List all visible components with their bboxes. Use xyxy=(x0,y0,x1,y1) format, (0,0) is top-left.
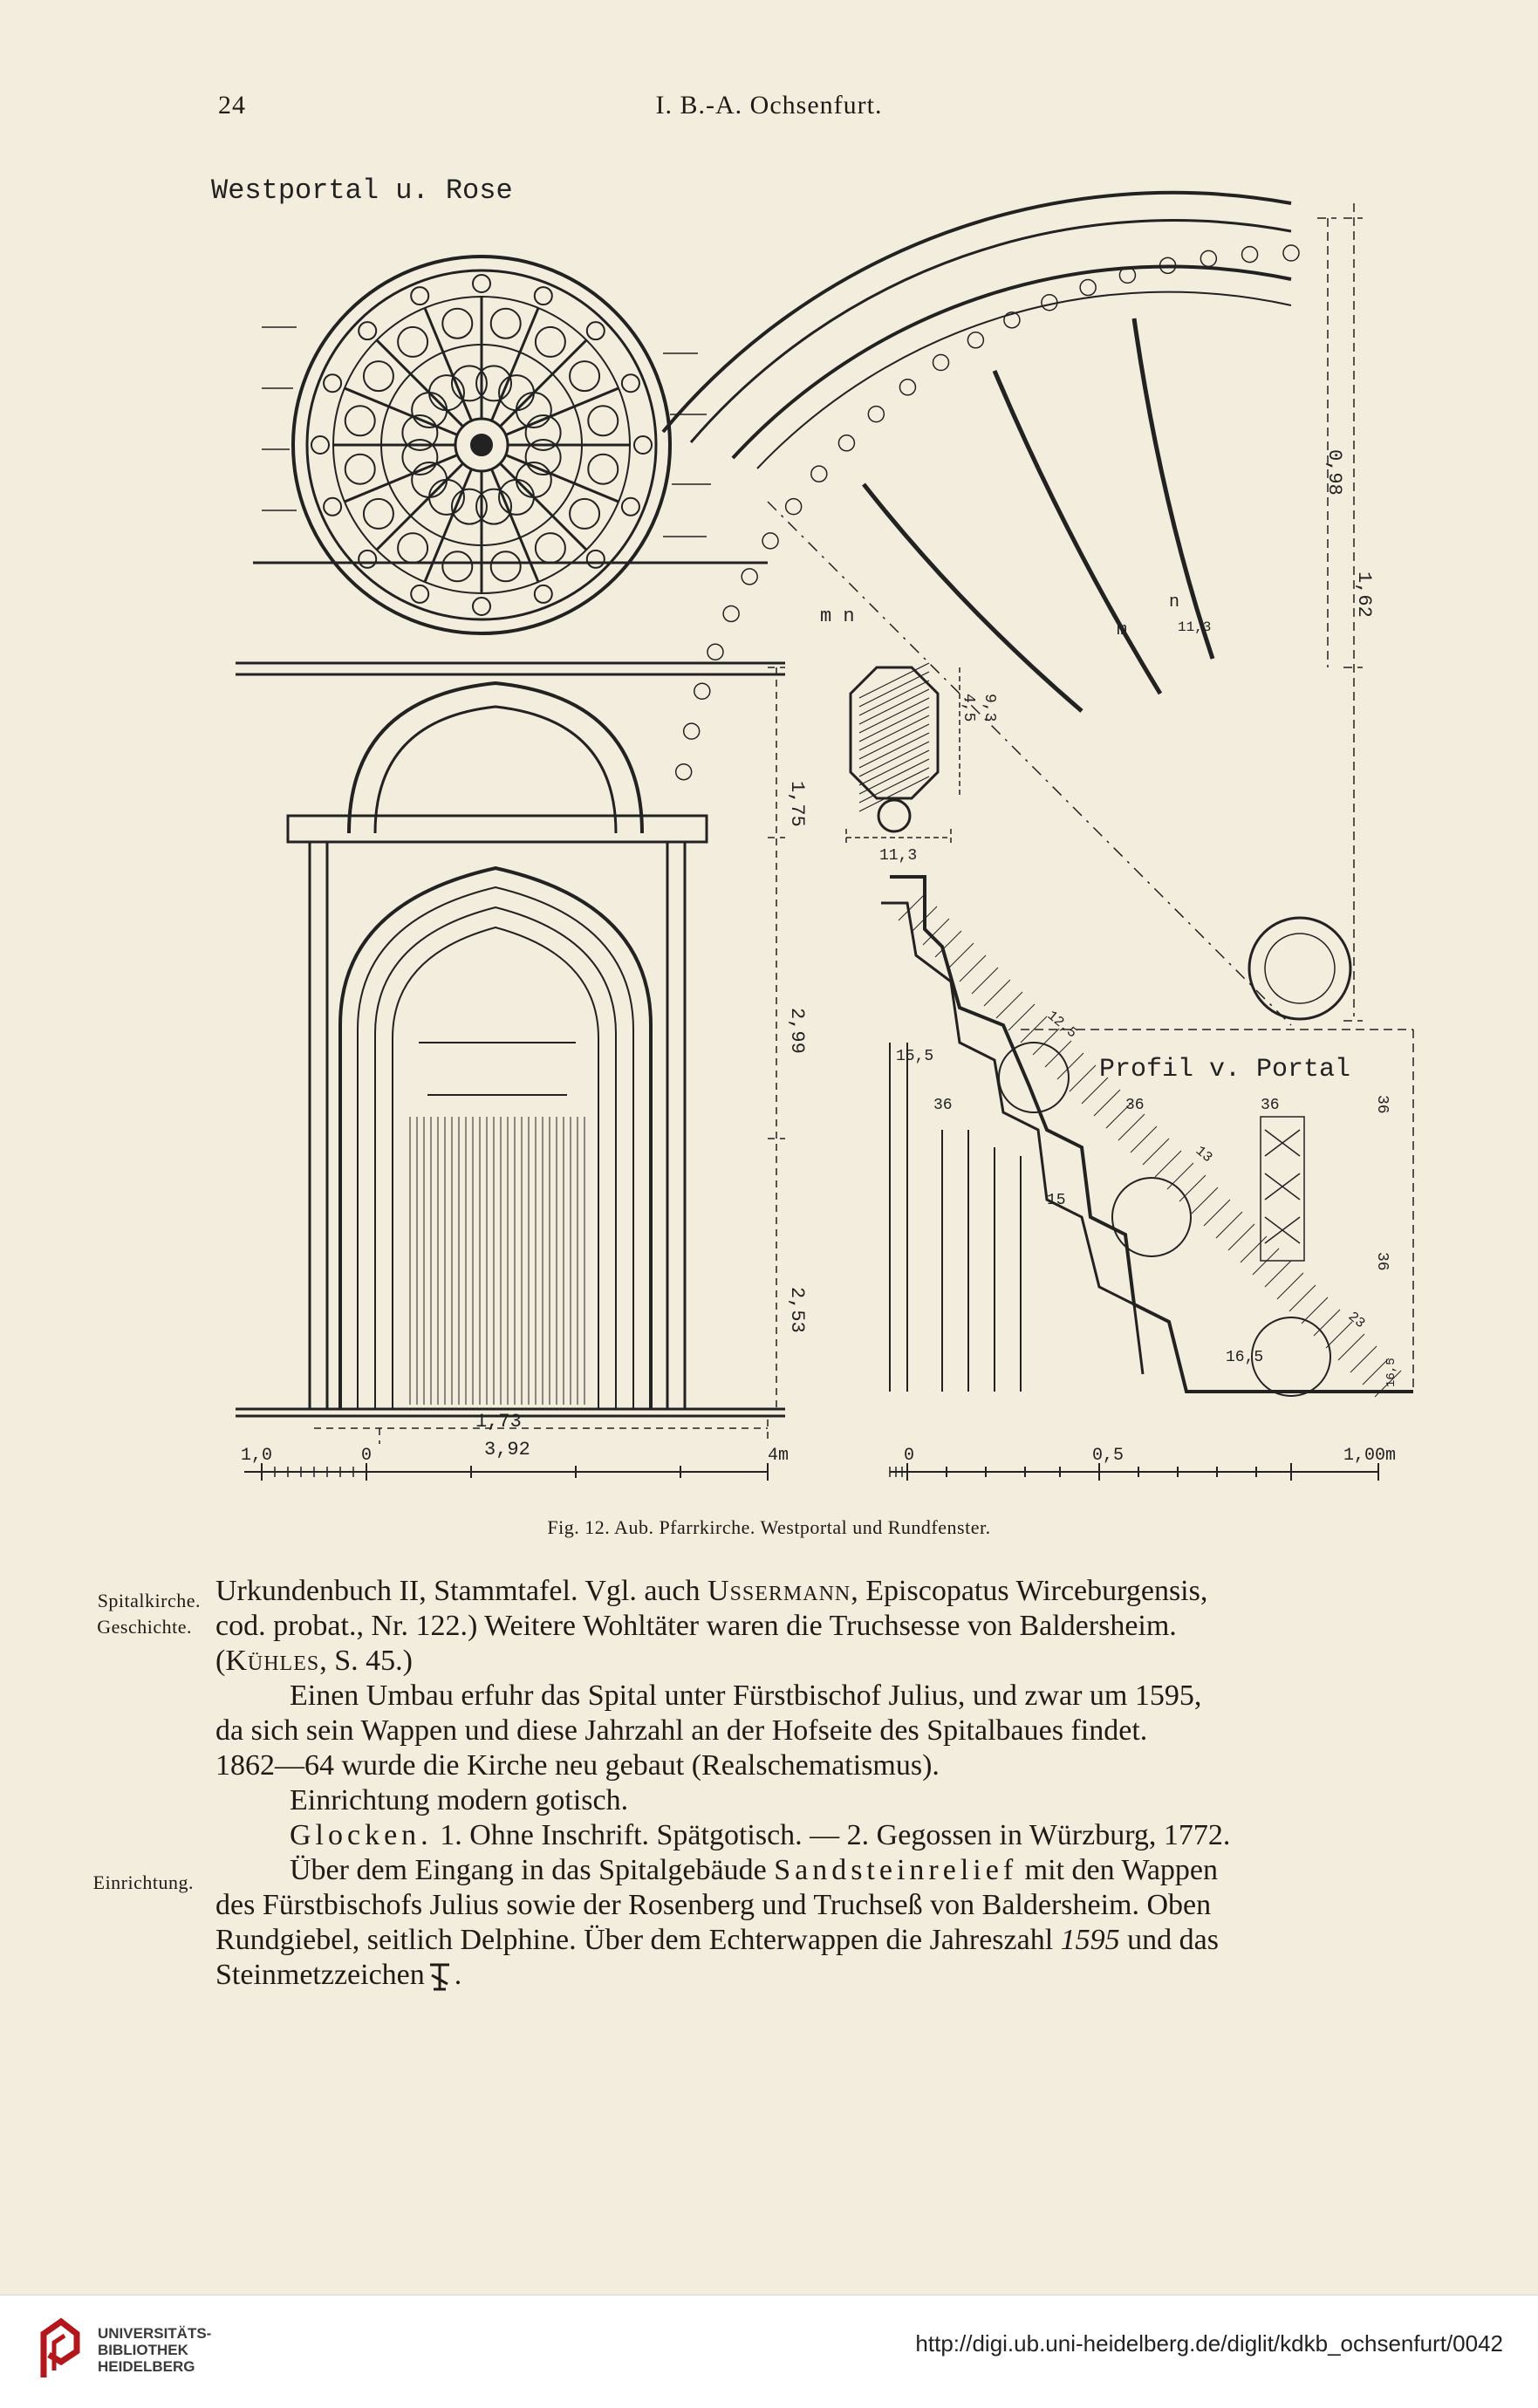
scale-left-zero: 0 xyxy=(361,1446,373,1466)
text-run: Rundgiebel, seitlich Delphine. Über dem Echterwappen die Jahreszahl xyxy=(215,1924,1061,1956)
figure-caption: Fig. 12. Aub. Pfarrkirche. Westportal und Rundfenster. xyxy=(547,1516,991,1538)
library-name xyxy=(98,2325,211,2375)
scale-right-zero: 0 xyxy=(904,1446,915,1466)
margin-note-geschichte: Geschichte. xyxy=(97,1616,192,1638)
margin-note-einrichtung: Einrichtung. xyxy=(92,1871,194,1893)
portal-door-hatching xyxy=(410,1117,584,1405)
spaced-term: Glocken. xyxy=(290,1819,433,1851)
library-name-line: BIBLIOTHEK xyxy=(98,2342,188,2358)
drawing-title: Westportal u. Rose xyxy=(211,174,513,207)
text-line: cod. probat., Nr. 122.) Weitere Wohltäter waren die Truchsesse von Baldersheim. xyxy=(215,1610,1177,1642)
drawing-svg xyxy=(209,170,1422,1514)
text-run: . xyxy=(454,1959,462,1991)
profile-hatching xyxy=(899,894,1401,1397)
author-name: Ussermann xyxy=(707,1575,851,1607)
dim-label: 2,53 xyxy=(786,1287,808,1333)
text-run: , S. 45.) xyxy=(319,1645,413,1677)
page-header xyxy=(0,91,1538,126)
dim-label: 36 xyxy=(933,1097,953,1114)
library-footer xyxy=(0,2295,1538,2408)
text-line xyxy=(215,1644,1418,1679)
portal-profile xyxy=(881,877,1413,1481)
dim-label: 1,62 xyxy=(1353,571,1375,618)
paragraph-3 xyxy=(215,1783,1418,1818)
dim-label: 1,73 xyxy=(475,1411,522,1433)
dim-label: 16,5 xyxy=(1226,1349,1264,1366)
spaced-term: Sandsteinrelief xyxy=(774,1854,1018,1886)
library-name-line: HEIDELBERG xyxy=(98,2358,195,2375)
text-line: Einrichtung modern gotisch. xyxy=(290,1784,629,1816)
text-line xyxy=(215,1818,1418,1853)
paragraph-2 xyxy=(215,1679,1418,1783)
section-label: m n xyxy=(820,605,855,627)
text-run: Steinmetzzeichen xyxy=(215,1959,425,1991)
text-line xyxy=(215,1574,1418,1609)
dim-label: 36 xyxy=(1125,1097,1145,1114)
dim-label: 1,75 xyxy=(786,781,808,827)
stonemason-mark-icon xyxy=(425,1958,455,1993)
portal-elevation xyxy=(236,663,808,1481)
body-text xyxy=(215,1574,1418,1993)
text-run: ( xyxy=(215,1645,226,1677)
dim-label: m xyxy=(1117,620,1128,640)
text-run: Urkundenbuch II, Stammtafel. Vgl. auch xyxy=(215,1575,708,1607)
italic-year: 1595 xyxy=(1060,1924,1120,1956)
profile-title: Profil v. Portal xyxy=(1099,1055,1351,1084)
text-line xyxy=(215,1923,1418,1958)
dim-label: 36 xyxy=(1261,1097,1280,1114)
dim-label: 9,3 xyxy=(981,694,998,722)
dim-label: 13 xyxy=(1192,1143,1216,1166)
scale-left-end: 4m xyxy=(768,1446,790,1466)
paragraph-1 xyxy=(215,1574,1418,1679)
text-line: da sich sein Wappen und diese Jahrzahl an der Hofseite des Spitalbaues findet. xyxy=(215,1714,1148,1747)
author-name: Kühles xyxy=(225,1645,320,1677)
dim-label: 23 xyxy=(1344,1309,1369,1332)
dim-label: 11,3 xyxy=(1178,619,1212,635)
text-run: 1. Ohne Inschrift. Spätgotisch. — 2. Gegossen in Würzburg, 1772. xyxy=(432,1819,1231,1851)
dim-label: 2,99 xyxy=(786,1008,808,1054)
section-hatching xyxy=(859,663,929,811)
dim-label: 11,3 xyxy=(879,847,918,865)
text-run: mit den Wappen xyxy=(1017,1854,1219,1886)
dim-label: 15 xyxy=(1047,1192,1066,1209)
text-run: , Episcopatus Wirceburgensis, xyxy=(851,1575,1208,1607)
dim-label: n xyxy=(1169,592,1180,612)
architectural-drawing xyxy=(209,170,1422,1514)
dim-label: 12,5 xyxy=(1043,1008,1080,1042)
dim-label: 15,5 xyxy=(896,1048,934,1065)
paragraph-4 xyxy=(215,1818,1418,1853)
text-line: Einen Umbau erfuhr das Spital unter Fürstbischof Julius, und zwar um 1595, xyxy=(290,1679,1202,1712)
scale-left-start: 1,0 xyxy=(241,1446,273,1466)
running-title: I. B.-A. Ochsenfurt. xyxy=(655,91,883,120)
library-logo-icon xyxy=(37,2316,84,2381)
dim-label: 3,92 xyxy=(484,1439,530,1461)
dim-label: 4,5 xyxy=(960,694,977,722)
dim-label: 36 xyxy=(1373,1095,1391,1114)
paragraph-5 xyxy=(215,1853,1418,1993)
dim-label: 36 xyxy=(1373,1252,1391,1271)
scale-right-mid: 0,5 xyxy=(1092,1446,1124,1466)
library-name-line: UNIVERSITÄTS- xyxy=(98,2325,212,2342)
page-number: 24 xyxy=(218,91,246,120)
rose-detail-quadrant xyxy=(663,193,1375,1025)
text-run: Über dem Eingang in das Spitalgebäude xyxy=(290,1854,775,1886)
text-line xyxy=(215,1853,1418,1888)
dim-label: 0,98 xyxy=(1323,449,1345,496)
dim-label: 16,5 xyxy=(1384,1358,1398,1387)
text-run: und das xyxy=(1119,1924,1219,1956)
text-line: des Fürstbischofs Julius sowie der Rosenberg und Truchseß von Baldersheim. Oben xyxy=(215,1889,1212,1921)
rose-window xyxy=(253,257,768,633)
document-url[interactable]: http://digi.ub.uni-heidelberg.de/diglit/kdkb_ochsenfurt/0042 xyxy=(915,2330,1503,2357)
text-line xyxy=(215,1958,1418,1993)
text-line: 1862—64 wurde die Kirche neu gebaut (Realschematismus). xyxy=(215,1749,940,1782)
tracery-section-mn xyxy=(820,605,998,865)
margin-note-spitalkirche: Spitalkirche. xyxy=(97,1590,201,1611)
scale-right-end: 1,00m xyxy=(1343,1446,1397,1466)
